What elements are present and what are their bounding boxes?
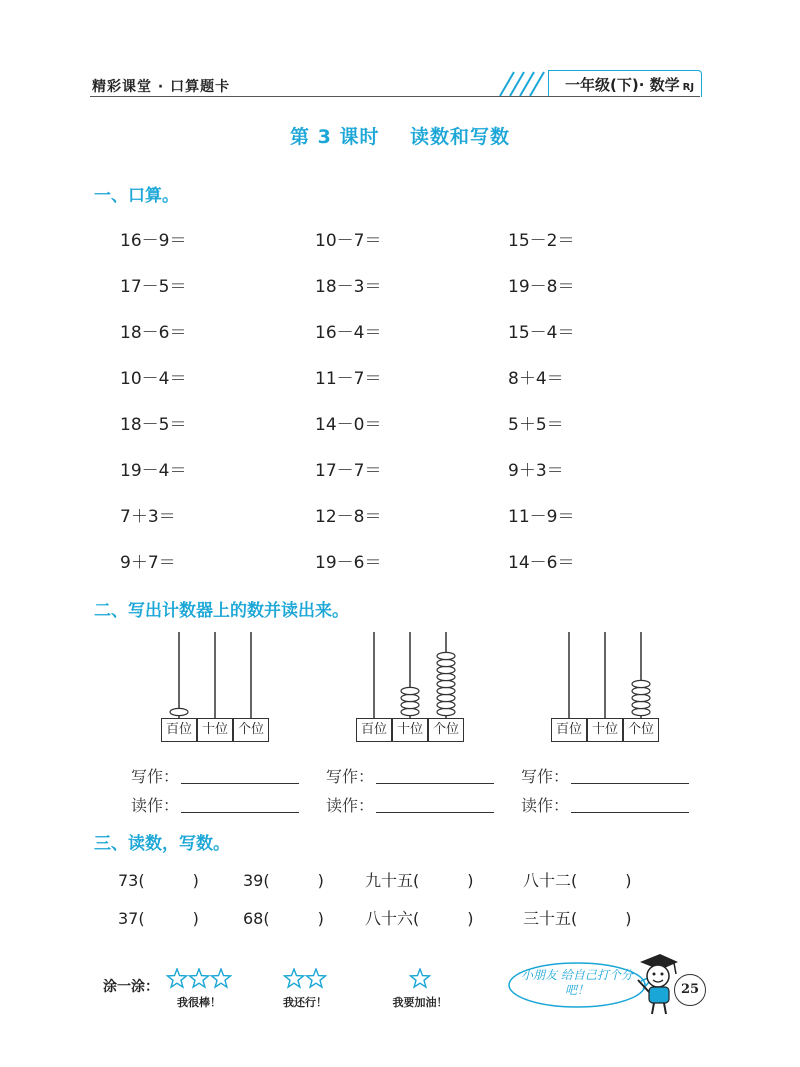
write-label: 写作：	[521, 767, 570, 786]
math-problem: 16－9＝	[120, 231, 187, 251]
math-problem: 5＋5＝	[508, 415, 564, 435]
read-label: 读作：	[131, 796, 180, 815]
rating-label: 我还行！	[283, 996, 327, 1009]
math-problem: 17－7＝	[315, 461, 382, 481]
abacus-place-label: 十位	[392, 718, 428, 742]
math-problem: 7＋3＝	[120, 507, 176, 527]
write-label: 写作：	[326, 767, 375, 786]
abacus-bead	[401, 687, 419, 694]
abacus-place-label: 百位	[356, 718, 392, 742]
rating-stars-2[interactable]	[283, 968, 327, 990]
book-series-title: 精彩课堂 · 口算题卡	[92, 79, 231, 95]
math-problem: 15－2＝	[508, 231, 575, 251]
abacus-bead	[632, 680, 650, 687]
write-answer-field-row	[326, 764, 494, 787]
abacus-place-label: 十位	[587, 718, 623, 742]
math-problem: 18－6＝	[120, 323, 187, 343]
abacus-bead	[437, 708, 455, 715]
abacus-bead	[437, 652, 455, 659]
abacus-place-label: 百位	[161, 718, 197, 742]
read-label: 读作：	[521, 796, 570, 815]
math-problem: 16－4＝	[315, 323, 382, 343]
read-answer-field-row	[326, 793, 494, 816]
read-write-item[interactable]: 39( )	[243, 871, 324, 890]
cartoon-student-icon	[630, 950, 680, 1020]
abacus-bead	[632, 701, 650, 708]
lesson-title: 第 3 课时 读数和写数	[290, 126, 510, 148]
abacus-2	[356, 628, 466, 728]
read-write-item[interactable]: 八十六( )	[365, 909, 474, 928]
read-write-item[interactable]: 37( )	[118, 909, 199, 928]
write-answer-field-row	[131, 764, 299, 787]
grade-subject	[565, 74, 694, 95]
abacus-bead	[401, 708, 419, 715]
write-answer-field-row	[521, 764, 689, 787]
math-problem: 11－7＝	[315, 369, 382, 389]
abacus-bead	[170, 708, 188, 715]
abacus-bead	[437, 687, 455, 694]
rating-stars-3[interactable]	[166, 968, 232, 990]
abacus-1	[161, 628, 271, 728]
read-write-item[interactable]: 九十五( )	[365, 871, 474, 890]
edition-tag: RJ	[682, 82, 695, 93]
section-2-heading: 二、写出计数器上的数并读出来。	[94, 601, 349, 621]
math-problem: 17－5＝	[120, 277, 187, 297]
color-in-label: 涂一涂：	[103, 979, 159, 995]
star-icon[interactable]	[190, 969, 209, 987]
math-problem: 19－8＝	[508, 277, 575, 297]
read-answer-field[interactable]	[376, 798, 494, 813]
read-write-item[interactable]: 68( )	[243, 909, 324, 928]
abacus-bead	[632, 694, 650, 701]
section-1-heading: 一、口算。	[94, 186, 179, 206]
read-answer-field-row	[131, 793, 299, 816]
write-label: 写作：	[131, 767, 180, 786]
math-problem: 9＋3＝	[508, 461, 564, 481]
read-answer-field[interactable]	[181, 798, 299, 813]
encouragement-text: 小朋友 给自己打个分吧！	[521, 968, 633, 997]
math-problem: 10－7＝	[315, 231, 382, 251]
math-problem: 19－4＝	[120, 461, 187, 481]
rating-label: 我要加油！	[392, 996, 448, 1009]
star-icon[interactable]	[285, 969, 304, 987]
math-problem: 15－4＝	[508, 323, 575, 343]
abacus-bead	[437, 659, 455, 666]
abacus-bead	[632, 708, 650, 715]
star-icon[interactable]	[411, 969, 430, 987]
read-answer-field-row	[521, 793, 689, 816]
abacus-place-label: 十位	[197, 718, 233, 742]
rating-label: 我很棒！	[177, 996, 221, 1009]
abacus-place-label: 个位	[428, 718, 464, 742]
read-write-item[interactable]: 三十五( )	[523, 909, 632, 928]
read-answer-field[interactable]	[571, 798, 689, 813]
abacus-bead	[401, 694, 419, 701]
abacus-bead	[632, 687, 650, 694]
abacus-bead	[437, 666, 455, 673]
header-rule	[90, 96, 700, 97]
math-problem: 12－8＝	[315, 507, 382, 527]
read-label: 读作：	[326, 796, 375, 815]
abacus-place-label: 个位	[623, 718, 659, 742]
abacus-bead	[437, 680, 455, 687]
abacus-bead	[437, 673, 455, 680]
star-icon[interactable]	[307, 969, 326, 987]
read-write-item[interactable]: 八十二( )	[523, 871, 632, 890]
math-problem: 14－0＝	[315, 415, 382, 435]
abacus-bead	[437, 701, 455, 708]
math-problem: 14－6＝	[508, 553, 575, 573]
abacus-3	[551, 628, 661, 728]
write-answer-field[interactable]	[571, 769, 689, 784]
grade-subject-label: 一年级(下)· 数学	[565, 76, 680, 94]
abacus-place-label: 个位	[233, 718, 269, 742]
math-problem: 11－9＝	[508, 507, 575, 527]
abacus-bead	[437, 694, 455, 701]
math-problem: 18－5＝	[120, 415, 187, 435]
write-answer-field[interactable]	[376, 769, 494, 784]
abacus-place-label: 百位	[551, 718, 587, 742]
abacus-bead	[401, 701, 419, 708]
math-problem: 10－4＝	[120, 369, 187, 389]
math-problem: 19－6＝	[315, 553, 382, 573]
section-3-heading: 三、读数，写数。	[94, 834, 230, 854]
math-problem: 8＋4＝	[508, 369, 564, 389]
read-write-item[interactable]: 73( )	[118, 871, 199, 890]
page-number: 25	[674, 974, 706, 1006]
star-icon[interactable]	[212, 969, 231, 987]
rating-stars-1[interactable]	[409, 968, 431, 990]
write-answer-field[interactable]	[181, 769, 299, 784]
math-problem: 9＋7＝	[120, 553, 176, 573]
math-problem: 18－3＝	[315, 277, 382, 297]
star-icon[interactable]	[168, 969, 187, 987]
